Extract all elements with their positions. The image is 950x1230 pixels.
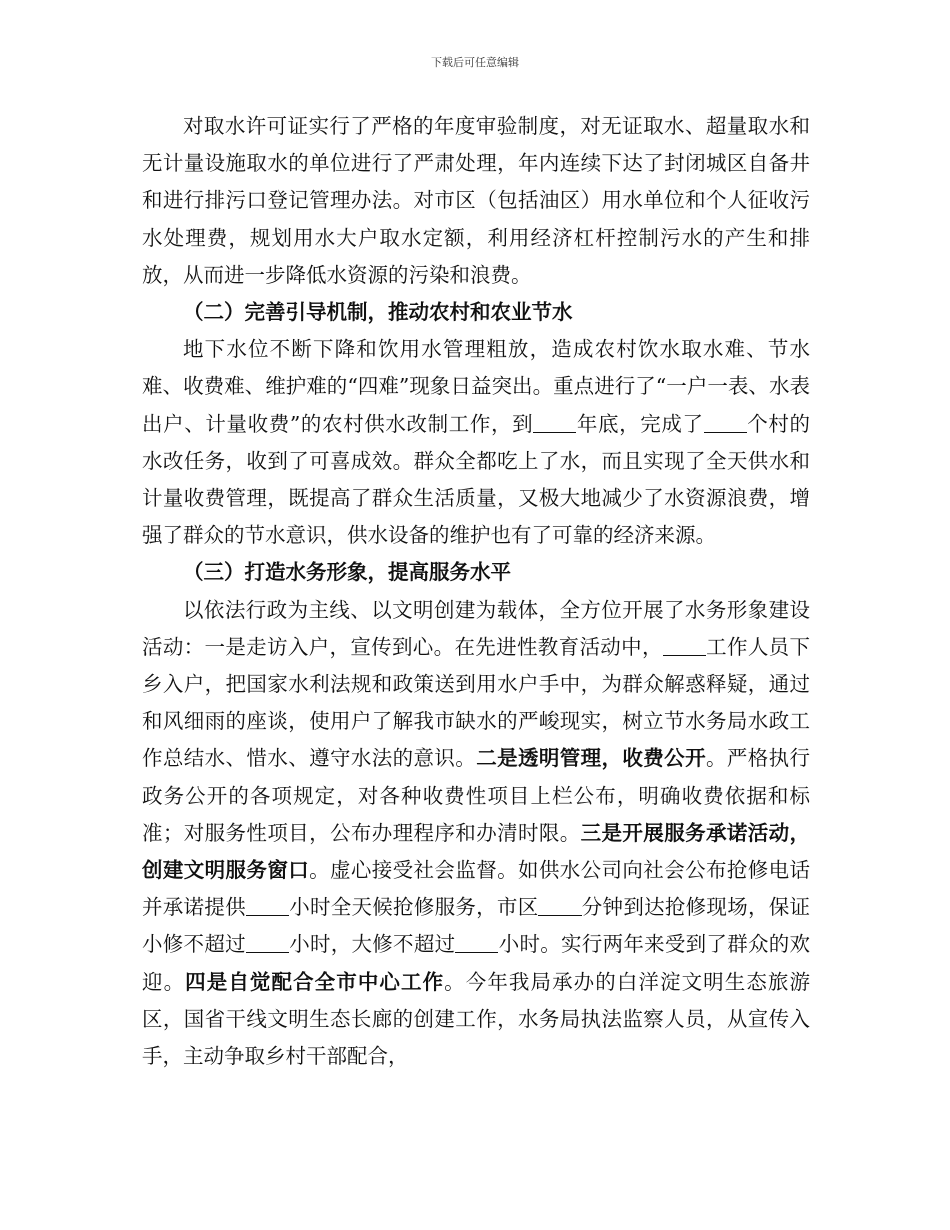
text-run: 小时全天候抢修服务，市区 bbox=[288, 895, 539, 920]
section-heading-2: （二）完善引导机制，推动农村和农业节水 bbox=[183, 300, 573, 325]
blank-line bbox=[455, 932, 498, 954]
text-run: 年底，完成了 bbox=[576, 411, 704, 436]
text-run: 。严格执行政务公开的各项规定，对各种收费性项目上栏公布，明确收费依据和标准；对服务性项目，公布办理程序和办清时限。 bbox=[142, 746, 811, 845]
text-run: 工作人员下乡入户，把国家水利法规和政策送到用水户手中，为群众解惑释疑，通过和风细雨的座谈，使用户了解我市缺水的严峻现实，树立节水务局水政工作总结水、惜水、遵守水法的意识。 bbox=[142, 634, 811, 771]
blank-line bbox=[533, 411, 576, 433]
blank-line bbox=[704, 411, 747, 433]
text-run: 。虚心接受社会监督。如供水公司向社会公布抢修电话并承诺提供 bbox=[142, 858, 811, 920]
bold-phrase: 三是开展服务承诺活动，创建文明服务窗口 bbox=[142, 820, 811, 883]
paragraph-water-permit: 对取水许可证实行了严格的年度审验制度，对无证取水、超量取水和无计量设施取水的单位进行了严肃处理，年内连续下达了封闭城区自备井和进行排污口登记管理办法。对市区（包括油区）用水单位和个人征收污水处理费，规划用水大户取水定额，利用经济杠杆控制污水的产生和排放，从而进一步降低水资源的污染和浪费。 bbox=[142, 114, 810, 287]
section-heading-3: （三）打造水务形象，提高服务水平 bbox=[183, 560, 511, 585]
text-run: 地下水位不断下降和饮用水管理粗放，造成农村饮水取水难、节水难、收费难、维护难的“四难”现象日益突出。重点进行了“一户一表、水表出户、计量收费”的农村供水改制工作，到 bbox=[142, 337, 810, 436]
document-body bbox=[142, 108, 810, 1075]
paragraph-service-image bbox=[142, 592, 810, 1076]
blank-line bbox=[538, 895, 581, 917]
text-run: 小时，大修不超过 bbox=[288, 932, 456, 957]
bold-phrase: 二是透明管理，收费公开 bbox=[476, 746, 706, 771]
blank-line bbox=[246, 932, 289, 954]
text-run: 小时。实行两年来受到了群众的欢迎。 bbox=[142, 932, 811, 994]
text-run: 以依法行政为主线、以文明创建为载体，全方位开展了水务形象建设活动：一是走访入户，宣传到心。在先进性教育活动中， bbox=[142, 597, 810, 659]
bold-phrase: 四是自觉配合全市中心工作 bbox=[185, 969, 445, 994]
text-run: 。今年我局承办的白洋淀文明生态旅游区，国省干线文明生态长廊的创建工作，水务局执法监察人员，从宣传入手，主动争取乡村干部配合， bbox=[142, 969, 811, 1069]
paragraph-rural-water bbox=[142, 331, 810, 554]
blank-line bbox=[663, 634, 706, 656]
text-run: 个村的水改任务，收到了可喜成效。群众全都吃上了水，而且实现了全天供水和计量收费管理，既提高了群众生活质量，又极大地减少了水资源浪费，增强了群众的节水意识，供水设备的维护也有了可靠的经济来源。 bbox=[142, 411, 811, 548]
page-header: 下载后可任意编辑 bbox=[431, 56, 519, 69]
text-run: 分钟到达抢修现场，保证小修不超过 bbox=[142, 895, 811, 957]
blank-line bbox=[246, 895, 289, 917]
